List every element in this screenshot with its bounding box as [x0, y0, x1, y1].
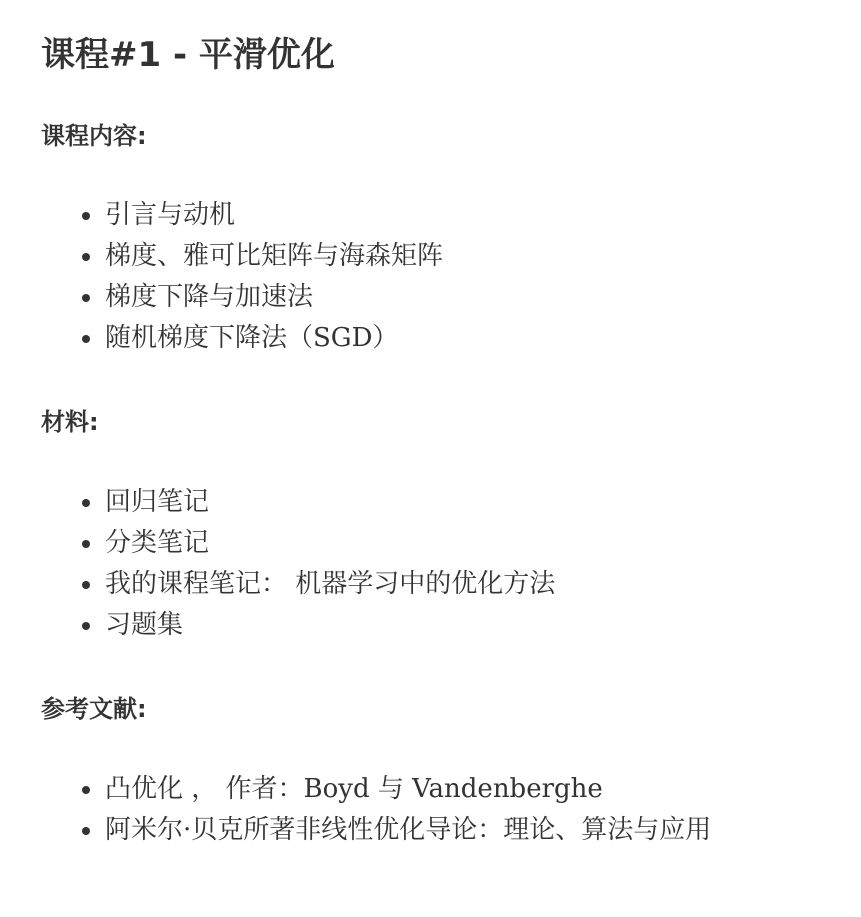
list-item: [63, 277, 861, 318]
materials-list: [41, 482, 861, 646]
section-heading-materials: 材料:: [41, 408, 99, 436]
page-title: 课程#1 - 平滑优化: [41, 35, 335, 75]
list-item: [63, 236, 861, 277]
bullet-icon: [82, 499, 90, 507]
list-item: [63, 810, 861, 851]
bullet-icon: [82, 212, 90, 220]
list-item-text[interactable]: 习题集: [105, 610, 184, 640]
list-item-text[interactable]: 分类笔记: [105, 528, 210, 558]
list-item[interactable]: [63, 523, 861, 564]
section-heading-references: 参考文献:: [41, 695, 147, 723]
bullet-icon: [82, 581, 90, 589]
list-item[interactable]: [63, 482, 861, 523]
references-list: [41, 769, 861, 851]
list-item: [63, 769, 861, 810]
list-item-text: 随机梯度下降法（SGD）: [105, 323, 399, 353]
list-item-text: 引言与动机: [105, 200, 236, 230]
course-content-list: [41, 195, 861, 359]
section-heading-course-content: 课程内容:: [41, 122, 147, 150]
bullet-icon: [82, 540, 90, 548]
bullet-icon: [82, 622, 90, 630]
bullet-icon: [82, 786, 90, 794]
bullet-icon: [82, 253, 90, 261]
list-item-text: 凸优化 ， 作者：Boyd 与 Vandenberghe: [105, 774, 603, 804]
bullet-icon: [82, 294, 90, 302]
list-item-text: 梯度、雅可比矩阵与海森矩阵: [105, 241, 444, 271]
list-item: [63, 318, 861, 359]
list-item: [63, 195, 861, 236]
list-item-text: 阿米尔·贝克所著非线性优化导论：理论、算法与应用: [105, 815, 712, 845]
list-item-text[interactable]: 我的课程笔记： 机器学习中的优化方法: [105, 569, 556, 599]
list-item-text[interactable]: 回归笔记: [105, 487, 210, 517]
bullet-icon: [82, 335, 90, 343]
bullet-icon: [82, 827, 90, 835]
list-item[interactable]: [63, 605, 861, 646]
list-item[interactable]: [63, 564, 861, 605]
list-item-text: 梯度下降与加速法: [105, 282, 314, 312]
